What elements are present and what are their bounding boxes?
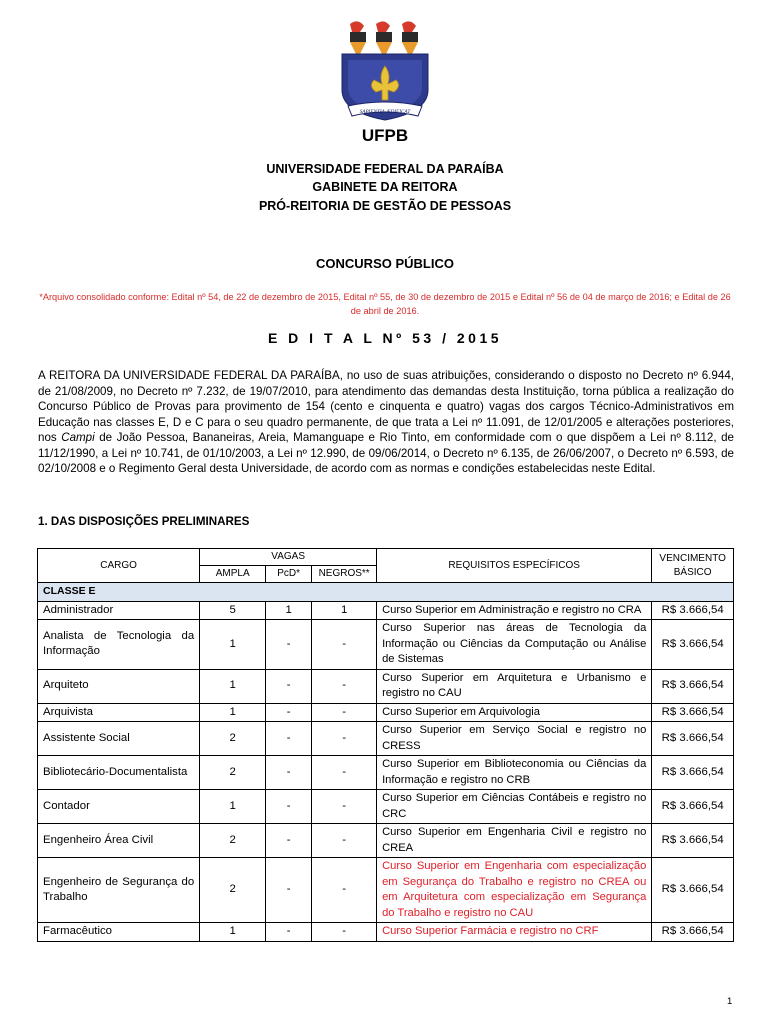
section-title: 1. DAS DISPOSIÇÕES PRELIMINARES [38,515,250,528]
negros-cell: - [312,722,377,756]
requisitos-cell: Curso Superior nas áreas de Tecnologia da Informação ou Ciências da Computação ou Análise de Sistemas [377,620,652,670]
table-row [38,722,734,756]
ampla-cell: 2 [200,858,266,923]
vencimento-cell: R$ 3.666,54 [652,790,734,824]
table-row [38,620,734,670]
cargo-cell: Engenheiro Área Civil [38,824,200,858]
header-ampla: AMPLA [200,566,266,583]
pcd-cell: 1 [266,601,312,620]
cargo-cell: Analista de Tecnologia da Informação [38,620,200,670]
table-row [38,601,734,620]
intro-paragraph [38,368,734,477]
requisitos-cell: Curso Superior em Arquitetura e Urbanismo e registro no CAU [377,669,652,703]
table-row [38,790,734,824]
concurso-title: CONCURSO PÚBLICO [316,256,454,271]
vencimento-cell: R$ 3.666,54 [652,620,734,670]
cargo-cell: Bibliotecário-Documentalista [38,756,200,790]
intro-campi: Campi [61,431,95,444]
header-pcd: PcD* [266,566,312,583]
ampla-cell: 1 [200,923,266,942]
vencimento-cell: R$ 3.666,54 [652,824,734,858]
cargo-cell: Farmacêutico [38,923,200,942]
table-row [38,669,734,703]
table-row [38,858,734,923]
logo-motto: SAPIENTIA ÆDIFICAT [359,109,411,115]
vencimento-cell: R$ 3.666,54 [652,669,734,703]
cargo-cell: Contador [38,790,200,824]
ufpb-logo [330,20,440,145]
requisitos-cell: Curso Superior em Ciências Contábeis e registro no CRC [377,790,652,824]
negros-cell: - [312,858,377,923]
negros-cell: - [312,620,377,670]
negros-cell: 1 [312,601,377,620]
pcd-cell: - [266,756,312,790]
edital-title: E D I T A L Nº 53 / 2015 [267,330,503,346]
consolidation-note: *Arquivo consolidado conforme: Edital nº 54, de 22 de dezembro de 2015, Edital nº 55, de 30 de dezembro de 2015 e Edital nº 56 de 04 de março de 2016; e Edital de 26 de abril de 2016. [39,292,731,316]
ufpb-crest-icon [330,20,440,145]
ampla-cell: 2 [200,722,266,756]
ampla-cell: 5 [200,601,266,620]
cargo-cell: Assistente Social [38,722,200,756]
vencimento-cell: R$ 3.666,54 [652,722,734,756]
requisitos-cell: Curso Superior em Biblioteconomia ou Ciências da Informação e registro no CRB [377,756,652,790]
university-name: UNIVERSIDADE FEDERAL DA PARAÍBA [266,162,504,176]
vencimento-cell: R$ 3.666,54 [652,858,734,923]
classe-label: CLASSE E [38,583,734,602]
vencimento-cell: R$ 3.666,54 [652,703,734,722]
requisitos-cell: Curso Superior em Engenharia Civil e registro no CREA [377,824,652,858]
table-row [38,824,734,858]
header-vencimento: VENCIMENTO BÁSICO [652,549,734,583]
negros-cell: - [312,703,377,722]
header-requisitos: REQUISITOS ESPECÍFICOS [377,549,652,583]
ampla-cell: 1 [200,669,266,703]
negros-cell: - [312,790,377,824]
ampla-cell: 2 [200,756,266,790]
requisitos-cell: Curso Superior em Serviço Social e registro no CRESS [377,722,652,756]
header-negros: NEGROS** [312,566,377,583]
table-row [38,923,734,942]
pcd-cell: - [266,620,312,670]
department-name: PRÓ-REITORIA DE GESTÃO DE PESSOAS [258,199,512,213]
vencimento-cell: R$ 3.666,54 [652,601,734,620]
pcd-cell: - [266,824,312,858]
page-number: 1 [727,996,733,1007]
cargo-cell: Arquivista [38,703,200,722]
pcd-cell: - [266,703,312,722]
ampla-cell: 2 [200,824,266,858]
pcd-cell: - [266,790,312,824]
header-vagas: VAGAS [200,549,377,566]
table-row [38,703,734,722]
pcd-cell: - [266,858,312,923]
intro-part1: A REITORA DA UNIVERSIDADE FEDERAL DA PARAÍBA, no uso de suas atribuições, considerando o disposto no Decreto nº 6.944, de 21/08/2009, no Decreto nº 7.232, de 19/07/2010, para atendimento das demandas desta Instituição, torna pública a realização do Concurso Público de Provas para provimento de 154 (cento e cinquenta e quatro) vagas dos cargos Técnico-Administrativos em Educação nas classes E, D e C para o seu quadro permanente, de que trata a Lei nº 11.091, de 12/01/2005 e alterações posteriores, nos [38,369,734,444]
ampla-cell: 1 [200,620,266,670]
cargo-cell: Engenheiro de Segurança do Trabalho [38,858,200,923]
pcd-cell: - [266,669,312,703]
negros-cell: - [312,669,377,703]
cargo-cell: Administrador [38,601,200,620]
office-name: GABINETE DA REITORA [312,180,458,194]
requisitos-cell: Curso Superior em Engenharia com especialização em Segurança do Trabalho e registro no CREA ou em Arquitetura com especialização em Segurança do Trabalho e registro no CAU [377,858,652,923]
requisitos-cell: Curso Superior Farmácia e registro no CRF [377,923,652,942]
vagas-table [37,548,734,942]
logo-name: UFPB [361,126,409,145]
requisitos-cell: Curso Superior em Arquivologia [377,703,652,722]
cargo-cell: Arquiteto [38,669,200,703]
vencimento-cell: R$ 3.666,54 [652,923,734,942]
pcd-cell: - [266,722,312,756]
ampla-cell: 1 [200,790,266,824]
ampla-cell: 1 [200,703,266,722]
vencimento-cell: R$ 3.666,54 [652,756,734,790]
torches [350,21,418,54]
intro-part2: de João Pessoa, Bananeiras, Areia, Mamanguape e Rio Tinto, em conformidade com o que dispõem a Lei nº 8.112, de 11/12/1990, a Lei nº 10.741, de 01/10/2003, a Lei nº 12.990, de 09/06/2014, o Decreto nº 6.135, de 26/06/2007, o Decreto nº 6.593, de 02/10/2008 e o Regimento Geral desta Universidade, de acordo com as normas e condições estabelecidas neste Edital. [38,431,734,475]
pcd-cell: - [266,923,312,942]
header-cargo: CARGO [38,549,200,583]
table-row [38,756,734,790]
negros-cell: - [312,923,377,942]
negros-cell: - [312,756,377,790]
negros-cell: - [312,824,377,858]
requisitos-cell: Curso Superior em Administração e registro no CRA [377,601,652,620]
